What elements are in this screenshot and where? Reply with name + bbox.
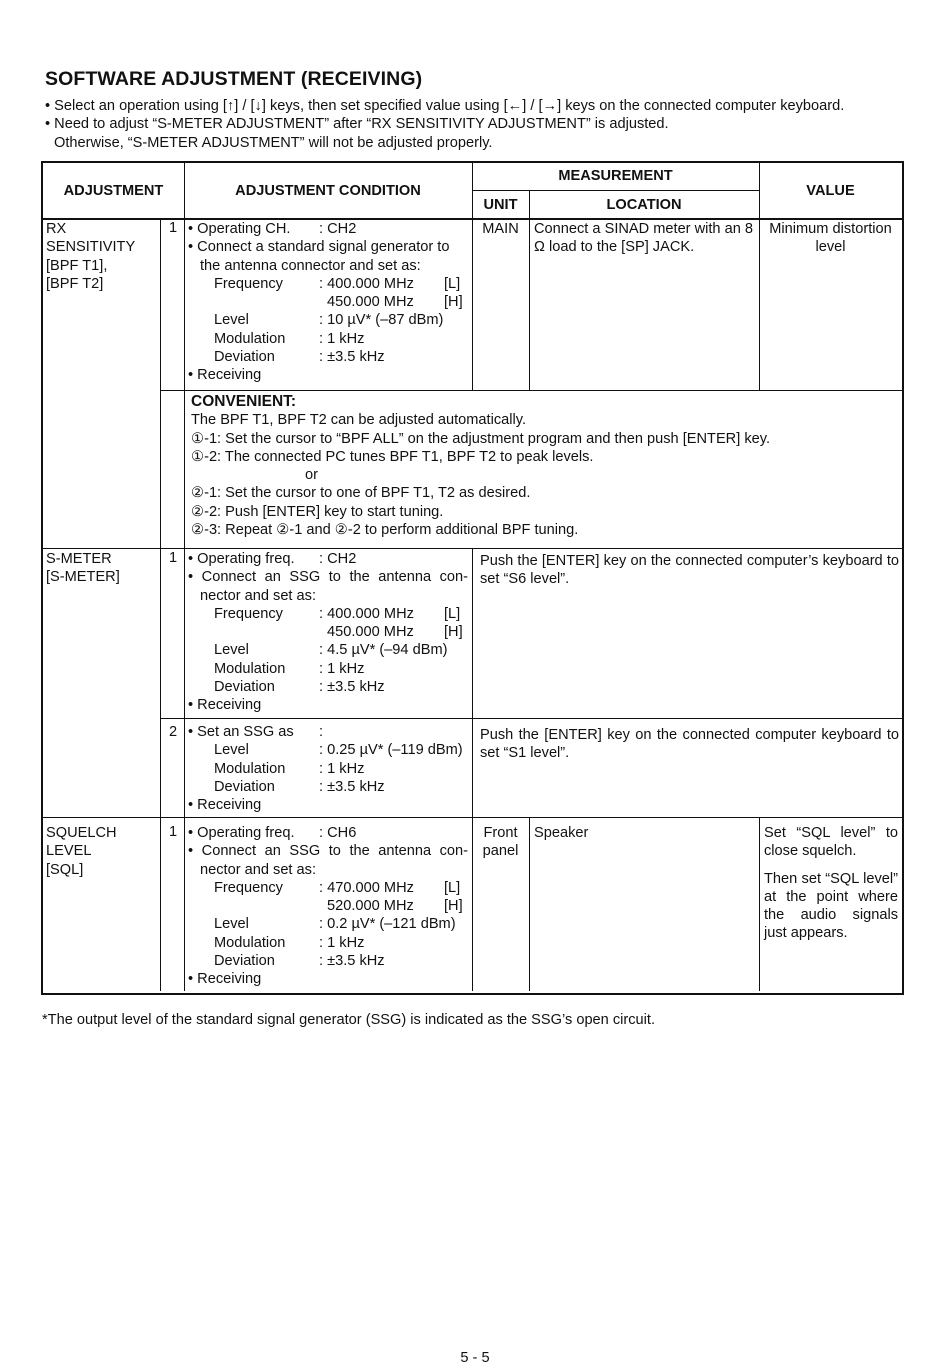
name-line: RX <box>46 221 67 237</box>
step-number: 1 <box>169 220 178 236</box>
rx-adjustment-name <box>46 220 156 293</box>
squelch-location: Speaker <box>534 825 589 841</box>
convenient-line: ②-3: Repeat ②-1 and ②-2 to perform additional BPF tuning. <box>191 522 579 539</box>
row-divider <box>160 390 902 391</box>
name-line: [BPF T1], <box>46 257 108 274</box>
col-divider <box>160 219 161 991</box>
smeter-condition-1 <box>188 550 470 715</box>
row-divider <box>160 718 902 719</box>
cond-line: Deviation : ±3.5 kHz <box>214 349 385 366</box>
row-divider <box>43 817 902 818</box>
cond-line: • Operating CH. : CH2 <box>188 221 357 237</box>
footnote: *The output level of the standard signal generator (SSG) is indicated as the SSG’s open circuit. <box>42 1012 656 1028</box>
col-divider <box>472 548 473 991</box>
cond-line: 450.000 MHz [H] <box>327 294 463 311</box>
smeter-instruction-1: Push the [ENTER] key on the connected computer’s keyboard to set “S6 level”. <box>480 553 899 588</box>
cond-line: Level : 0.25 µV* (–119 dBm) <box>214 742 463 759</box>
unit-line: panel <box>482 843 519 860</box>
cond-line: • Operating freq. : CH2 <box>188 551 357 567</box>
cond-line: Level : 0.2 µV* (–121 dBm) <box>214 916 456 933</box>
cond-line: nector and set as: <box>200 861 317 878</box>
cond-line: • Receiving <box>188 971 262 988</box>
col-divider <box>529 190 530 390</box>
squelch-condition <box>188 824 470 989</box>
header-measurement: MEASUREMENT <box>558 168 673 184</box>
cond-line: Frequency : 400.000 MHz [L] <box>214 275 461 292</box>
col-divider <box>184 163 185 991</box>
smeter-condition-2 <box>188 723 470 814</box>
value-line: Set “SQL level” to close squelch. <box>764 825 898 860</box>
smeter-instruction-2: Push the [ENTER] key on the connected computer keyboard to set “S1 level”. <box>480 727 899 762</box>
cond-line: Modulation : 1 kHz <box>214 660 365 677</box>
cond-line: Modulation : 1 kHz <box>214 934 365 951</box>
value-line: Then set “SQL level” at the point where the audio signals just appears. <box>764 870 898 942</box>
convenient-line: ①-1: Set the cursor to “BPF ALL” on the adjustment program and then push [ENTER] key. <box>191 430 771 447</box>
convenient-line: ②-1: Set the cursor to one of BPF T1, T2 as desired. <box>191 485 531 502</box>
header-condition: ADJUSTMENT CONDITION <box>235 183 421 199</box>
page-number: 5 - 5 <box>460 1350 490 1366</box>
cond-line: • Receiving <box>188 797 262 814</box>
squelch-unit <box>472 824 529 861</box>
intro-line: • Select an operation using [↑] / [↓] keys, then set specified value using [←] / [→] keys on the connected computer keyboard. <box>45 98 845 114</box>
cond-line: • Connect a standard signal generator to <box>188 239 450 256</box>
header-location: LOCATION <box>606 197 682 213</box>
cond-line: • Receiving <box>188 697 262 714</box>
cond-line: Modulation : 1 kHz <box>214 760 365 777</box>
convenient-line: ②-2: Push [ENTER] key to start tuning. <box>191 503 444 520</box>
col-divider <box>759 817 760 991</box>
squelch-adjustment-name <box>46 824 156 879</box>
convenient-line: or <box>305 467 318 484</box>
cond-line: 520.000 MHz [H] <box>327 898 463 915</box>
name-line: SENSITIVITY <box>46 239 136 256</box>
cond-line: Deviation : ±3.5 kHz <box>214 778 385 795</box>
header-adjustment: ADJUSTMENT <box>63 183 164 199</box>
name-line: [BPF T2] <box>46 275 104 292</box>
cond-line: the antenna connector and set as: <box>200 257 421 274</box>
step-number: 1 <box>169 824 178 840</box>
intro-line: • Need to adjust “S-METER ADJUSTMENT” after “RX SENSITIVITY ADJUSTMENT” is adjusted. <box>45 116 669 133</box>
intro-notes <box>45 97 935 152</box>
row-divider <box>43 548 902 549</box>
convenient-line: The BPF T1, BPF T2 can be adjusted automatically. <box>191 412 527 429</box>
cond-line: • Receiving <box>188 367 262 384</box>
cond-line: Level : 10 µV* (–87 dBm) <box>214 312 444 329</box>
cond-line: Frequency : 400.000 MHz [L] <box>214 605 461 622</box>
cond-line: • Connect an SSG to the antenna con- <box>188 569 468 586</box>
cond-line: • Operating freq. : CH6 <box>188 825 357 841</box>
step-number: 2 <box>169 724 178 740</box>
page-title: SOFTWARE ADJUSTMENT (RECEIVING) <box>45 68 423 90</box>
cond-line: Deviation : ±3.5 kHz <box>214 953 385 970</box>
cond-line: Frequency : 470.000 MHz [L] <box>214 879 461 896</box>
rx-location: Connect a SINAD meter with an 8 Ω load to the [SP] JACK. <box>534 221 754 256</box>
cond-line: Deviation : ±3.5 kHz <box>214 679 385 696</box>
convenient-heading: CONVENIENT: <box>191 393 297 410</box>
cond-line: 450.000 MHz [H] <box>327 624 463 641</box>
intro-line: Otherwise, “S-METER ADJUSTMENT” will not be adjusted properly. <box>54 134 493 151</box>
rx-unit: MAIN <box>482 221 519 237</box>
header-value: VALUE <box>806 183 855 199</box>
col-divider <box>529 817 530 991</box>
squelch-value <box>764 824 898 943</box>
convenient-note <box>191 393 891 539</box>
name-line: [S-METER] <box>46 569 120 586</box>
unit-line: Front <box>483 825 518 841</box>
smeter-adjustment-name <box>46 550 156 587</box>
name-line: SQUELCH <box>46 825 117 841</box>
name-line: S-METER <box>46 551 112 567</box>
cond-line: Modulation : 1 kHz <box>214 330 365 347</box>
cond-line: nector and set as: <box>200 587 317 604</box>
cond-line: • Set an SSG as : <box>188 724 324 740</box>
rx-condition <box>188 220 470 385</box>
name-line: [SQL] <box>46 861 84 878</box>
name-line: LEVEL <box>46 843 92 860</box>
convenient-line: ①-2: The connected PC tunes BPF T1, BPF T2 to peak levels. <box>191 448 594 465</box>
cond-line: Level : 4.5 µV* (–94 dBm) <box>214 642 448 659</box>
rx-value: Minimum distortion level <box>769 221 892 256</box>
header-unit: UNIT <box>483 197 518 213</box>
adjustment-table <box>41 161 904 995</box>
step-number: 1 <box>169 550 178 566</box>
row-divider <box>472 190 759 191</box>
cond-line: • Connect an SSG to the antenna con- <box>188 843 468 860</box>
